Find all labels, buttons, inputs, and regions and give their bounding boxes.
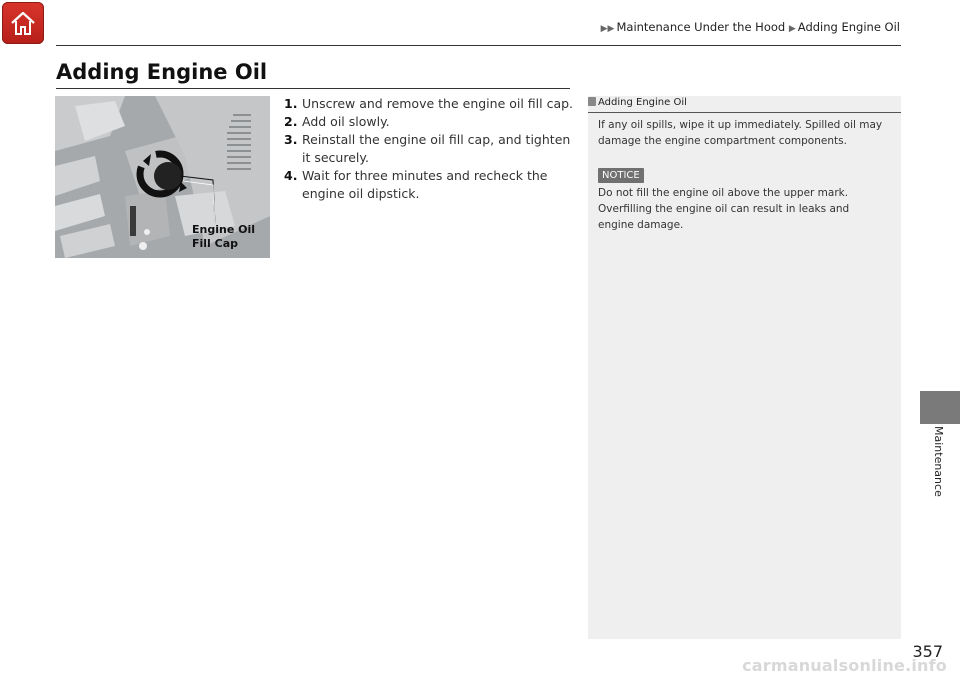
- steps-list: [284, 95, 574, 203]
- home-button[interactable]: [2, 2, 44, 44]
- section-tab[interactable]: [920, 391, 960, 424]
- list-item: [284, 95, 574, 113]
- reference-marker-icon: [588, 97, 596, 106]
- breadcrumb-item-adding-engine-oil[interactable]: Adding Engine Oil: [797, 20, 900, 34]
- step-number: 2.: [284, 114, 298, 129]
- figure-caption-line2: Fill Cap: [192, 237, 239, 250]
- breadcrumb-arrow-icon: ▶▶: [600, 24, 615, 34]
- engine-illustration: [55, 96, 270, 258]
- list-item: [284, 167, 574, 203]
- section-label: Maintenance: [932, 426, 945, 497]
- step-text: Unscrew and remove the engine oil fill cap.: [302, 96, 574, 111]
- list-item: [284, 113, 574, 131]
- step-number: 3.: [284, 132, 298, 147]
- side-note-heading: [588, 96, 901, 113]
- side-note-paragraph: If any oil spills, wipe it up immediately. Spilled oil may damage the engine compartment components.: [598, 119, 883, 147]
- step-number: 4.: [284, 168, 298, 183]
- step-text: Wait for three minutes and recheck the engine oil dipstick.: [302, 168, 548, 201]
- home-icon: [9, 9, 37, 37]
- notice-badge: NOTICE: [598, 168, 644, 183]
- page-number: 357: [912, 642, 943, 661]
- breadcrumb: [601, 20, 900, 34]
- side-note-panel: [588, 96, 901, 639]
- page-title: Adding Engine Oil: [56, 60, 268, 84]
- side-note-heading-text: Adding Engine Oil: [598, 97, 687, 108]
- header-divider: [56, 45, 901, 46]
- list-item: [284, 131, 574, 167]
- breadcrumb-item-maintenance[interactable]: Maintenance Under the Hood: [616, 20, 786, 34]
- side-note-paragraph: Do not fill the engine oil above the upper mark. Overfilling the engine oil can result in leaks and engine damage.: [598, 187, 850, 231]
- figure-caption-line1: Engine Oil: [192, 223, 256, 236]
- step-text: Reinstall the engine oil fill cap, and tighten it securely.: [302, 132, 571, 165]
- figure-caption: [192, 223, 255, 251]
- step-number: 1.: [284, 96, 298, 111]
- step-text: Add oil slowly.: [302, 114, 390, 129]
- watermark: carmanualsonline.info: [742, 656, 947, 675]
- breadcrumb-arrow-icon: ▶: [788, 24, 796, 34]
- title-divider: [56, 88, 570, 89]
